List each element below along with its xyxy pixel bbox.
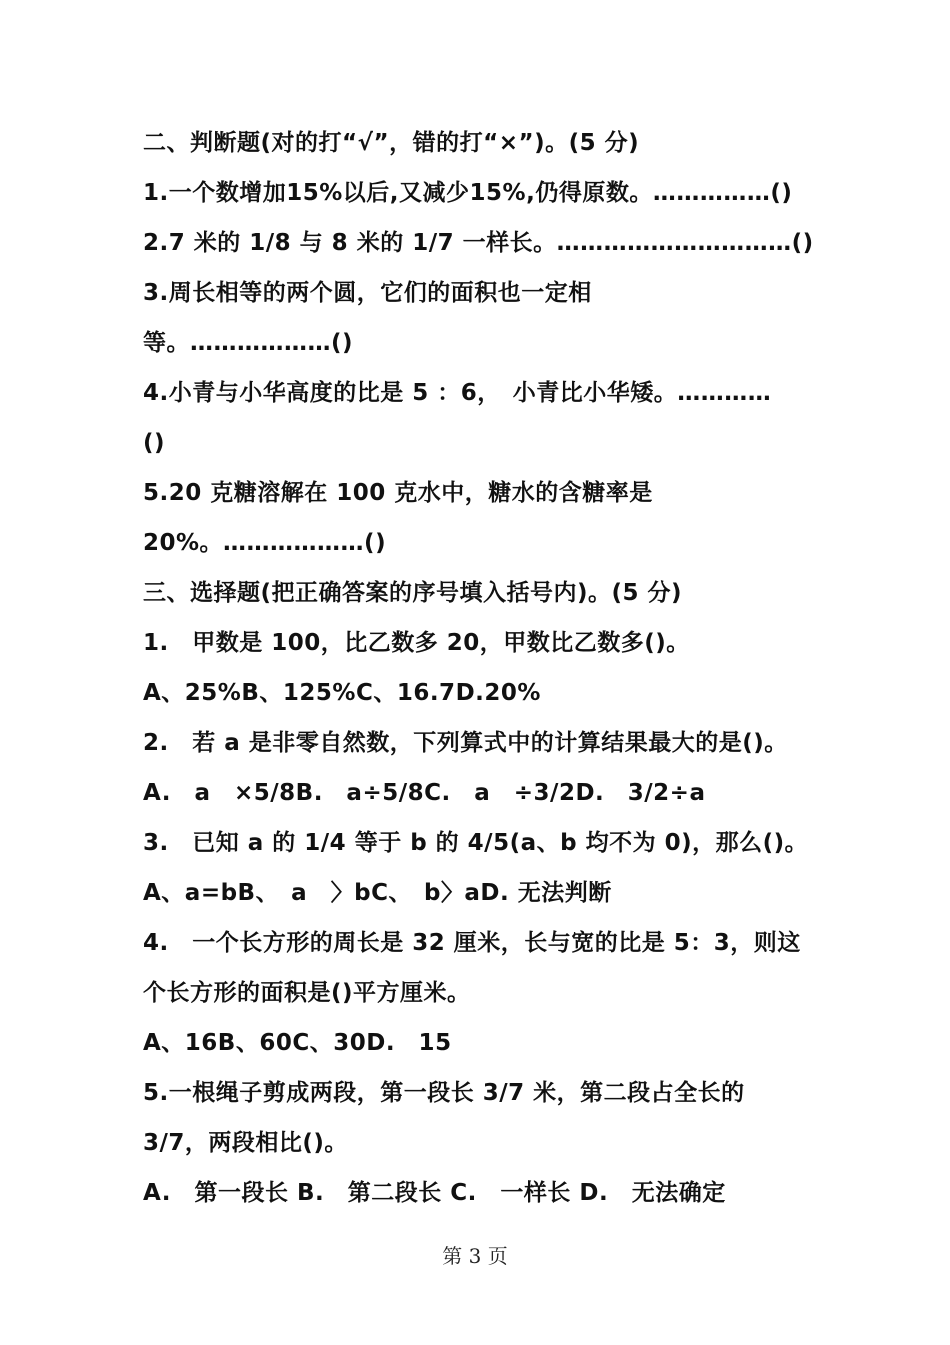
choice-question-5-cont: 3/7，两段相比()。 — [143, 1130, 348, 1156]
choice-question-4: 4. 一个长方形的周长是 32 厘米，长与宽的比是 5：3，则这 — [143, 930, 801, 956]
section-3-heading: 三、选择题(把正确答案的序号填入括号内)。(5 分) — [143, 580, 683, 606]
choice-question-1-options: A、25%B、125%C、16.7D.20% — [143, 680, 541, 706]
judge-question-4: 4.小青与小华高度的比是 5 ：6， 小青比小华矮。………… — [143, 380, 772, 406]
choice-question-3-options: A、a=bB、 a 〉bC、 b〉aD. 无法判断 — [143, 880, 612, 906]
judge-question-3-cont: 等。………………() — [143, 330, 354, 356]
choice-question-5-options: A. 第一段长 B. 第二段长 C. 一样长 D. 无法确定 — [143, 1180, 726, 1206]
choice-question-4-cont: 个长方形的面积是()平方厘米。 — [143, 980, 471, 1006]
choice-question-2-options: A. a ×5/8B. a÷5/8C. a ÷3/2D. 3/2÷a — [143, 780, 706, 806]
judge-question-3: 3.周长相等的两个圆，它们的面积也一定相 — [143, 280, 592, 306]
judge-question-4-cont: () — [143, 430, 166, 456]
choice-question-1: 1. 甲数是 100，比乙数多 20，甲数比乙数多()。 — [143, 630, 690, 656]
judge-question-1: 1.一个数增加15%以后,又减少15%,仍得原数。……………() — [143, 180, 793, 206]
choice-question-2: 2. 若 a 是非零自然数，下列算式中的计算结果最大的是()。 — [143, 730, 788, 756]
judge-question-5-cont: 20%。………………() — [143, 530, 387, 556]
page-number: 第 3 页 — [442, 1244, 508, 1268]
choice-question-4-options: A、16B、60C、30D. 15 — [143, 1030, 452, 1056]
judge-question-5: 5.20 克糖溶解在 100 克水中，糖水的含糖率是 — [143, 480, 653, 506]
section-2-heading: 二、判断题(对的打“√”，错的打“×”)。(5 分) — [143, 130, 640, 156]
choice-question-5: 5.一根绳子剪成两段，第一段长 3/7 米，第二段占全长的 — [143, 1080, 745, 1106]
judge-question-2: 2.7 米的 1/8 与 8 米的 1/7 一样长。…………………………() — [143, 230, 814, 256]
choice-question-3: 3. 已知 a 的 1/4 等于 b 的 4/5(a、b 均不为 0)，那么()。 — [143, 830, 809, 856]
